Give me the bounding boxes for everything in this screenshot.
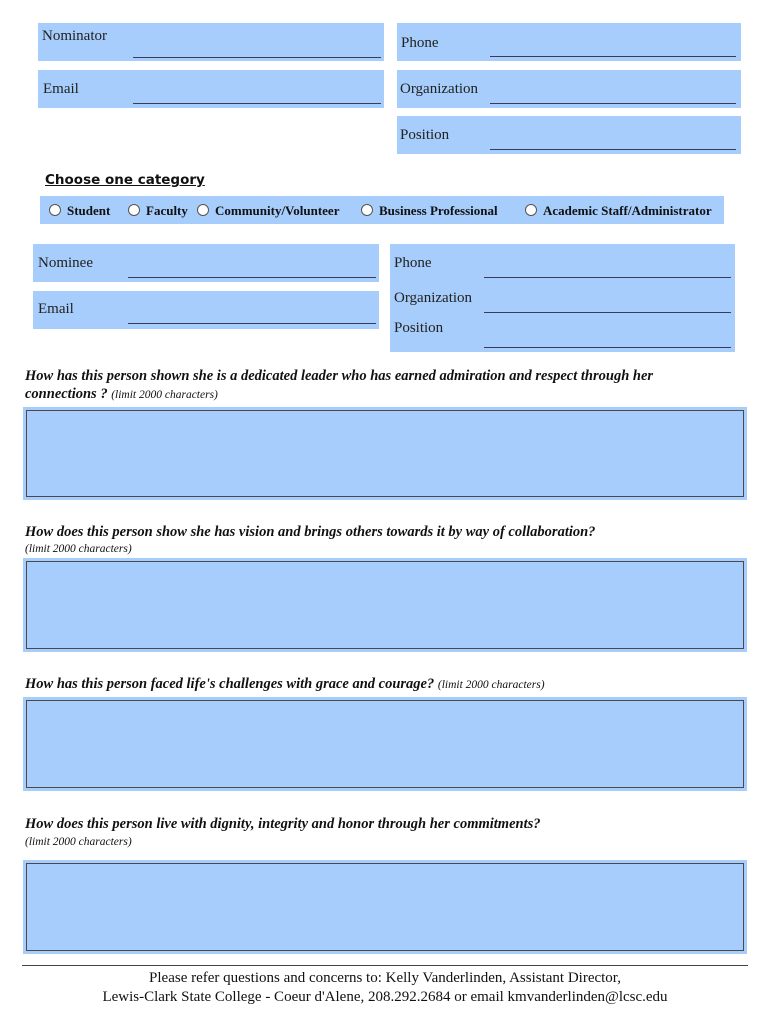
answer-1-textarea[interactable] (26, 410, 744, 497)
category-option-faculty[interactable] (128, 203, 188, 219)
radio-icon[interactable] (49, 204, 61, 216)
nominator-phone-input-line (490, 56, 736, 57)
nominator-organization-label: Organization (400, 81, 479, 97)
question-2-limit: (limit 2000 characters) (25, 543, 132, 555)
category-option-academic-staff[interactable] (525, 203, 712, 219)
question-1-limit: (limit 2000 characters) (111, 389, 218, 401)
category-option-community-volunteer[interactable] (197, 203, 339, 219)
nominee-email-label: Email (38, 301, 74, 317)
footer-line-2: Lewis-Clark State College - Coeur d'Alene, 208.292.2684 or email kmvanderlinden@lcsc.edu (102, 989, 668, 1005)
question-3-limit: (limit 2000 characters) (437, 679, 545, 691)
nominator-email-input-line (133, 103, 381, 104)
category-option-label: Academic Staff/Administrator (543, 203, 712, 218)
radio-icon[interactable] (525, 204, 537, 216)
radio-icon[interactable] (361, 204, 373, 216)
nominee-phone-label: Phone (394, 255, 432, 271)
nominator-position-label: Position (400, 127, 450, 143)
category-option-business-professional[interactable] (361, 203, 498, 219)
nominator-position-input-line (490, 149, 736, 150)
radio-icon[interactable] (197, 204, 209, 216)
nominator-label: Nominator (42, 28, 107, 44)
question-3 (25, 675, 545, 694)
question-1-line2: connections ? (25, 386, 108, 402)
answer-3-textarea[interactable] (26, 700, 744, 788)
answer-2-area[interactable] (23, 558, 747, 652)
nominee-input-line (128, 277, 376, 278)
nominee-position-input-line (484, 347, 731, 348)
nominee-organization-input-line (484, 312, 731, 313)
nominator-email-field[interactable] (38, 70, 384, 108)
nominator-field[interactable] (38, 23, 384, 61)
question-4-limit: (limit 2000 characters) (25, 836, 132, 848)
answer-3-area[interactable] (23, 697, 747, 791)
nominator-phone-label: Phone (401, 35, 439, 51)
category-option-label: Business Professional (379, 203, 498, 218)
question-4-line1: How does this person live with dignity, integrity and honor through her commitments? (25, 816, 541, 832)
nominator-input-line (133, 57, 381, 58)
question-2-line1: How does this person show she has vision and brings others towards it by way of collaboration? (25, 524, 596, 540)
answer-2-textarea[interactable] (26, 561, 744, 649)
category-option-student[interactable] (49, 203, 110, 219)
radio-icon[interactable] (128, 204, 140, 216)
category-option-label: Faculty (146, 203, 188, 218)
footer-line-1: Please refer questions and concerns to: Kelly Vanderlinden, Assistant Director, (149, 970, 621, 986)
nominator-organization-input-line (490, 103, 736, 104)
nominator-email-label: Email (43, 81, 79, 97)
nominee-details-field[interactable] (390, 244, 735, 352)
nominee-field[interactable] (33, 244, 379, 282)
category-option-label: Student (67, 203, 111, 218)
nominee-position-label: Position (394, 320, 444, 336)
category-title: Choose one category (45, 172, 205, 188)
nominator-phone-field[interactable] (397, 23, 741, 61)
question-3-line1: How has this person faced life's challenges with grace and courage? (25, 676, 435, 692)
question-1-line1: How has this person shown she is a dedicated leader who has earned admiration and respect through her (25, 368, 654, 384)
nominee-organization-label: Organization (394, 290, 473, 306)
question-1 (25, 367, 653, 404)
answer-4-textarea[interactable] (26, 863, 744, 951)
answer-4-area[interactable] (23, 860, 747, 954)
question-4 (25, 815, 541, 833)
nominee-phone-input-line (484, 277, 731, 278)
footer-divider (22, 965, 748, 966)
question-2 (25, 523, 595, 541)
nominee-email-input-line (128, 323, 376, 324)
nominator-position-field[interactable] (397, 116, 741, 154)
nominee-email-field[interactable] (33, 291, 379, 329)
answer-1-area[interactable] (23, 407, 747, 500)
nominee-label: Nominee (38, 255, 93, 271)
category-option-label: Community/Volunteer (215, 203, 340, 218)
nominator-organization-field[interactable] (397, 70, 741, 108)
